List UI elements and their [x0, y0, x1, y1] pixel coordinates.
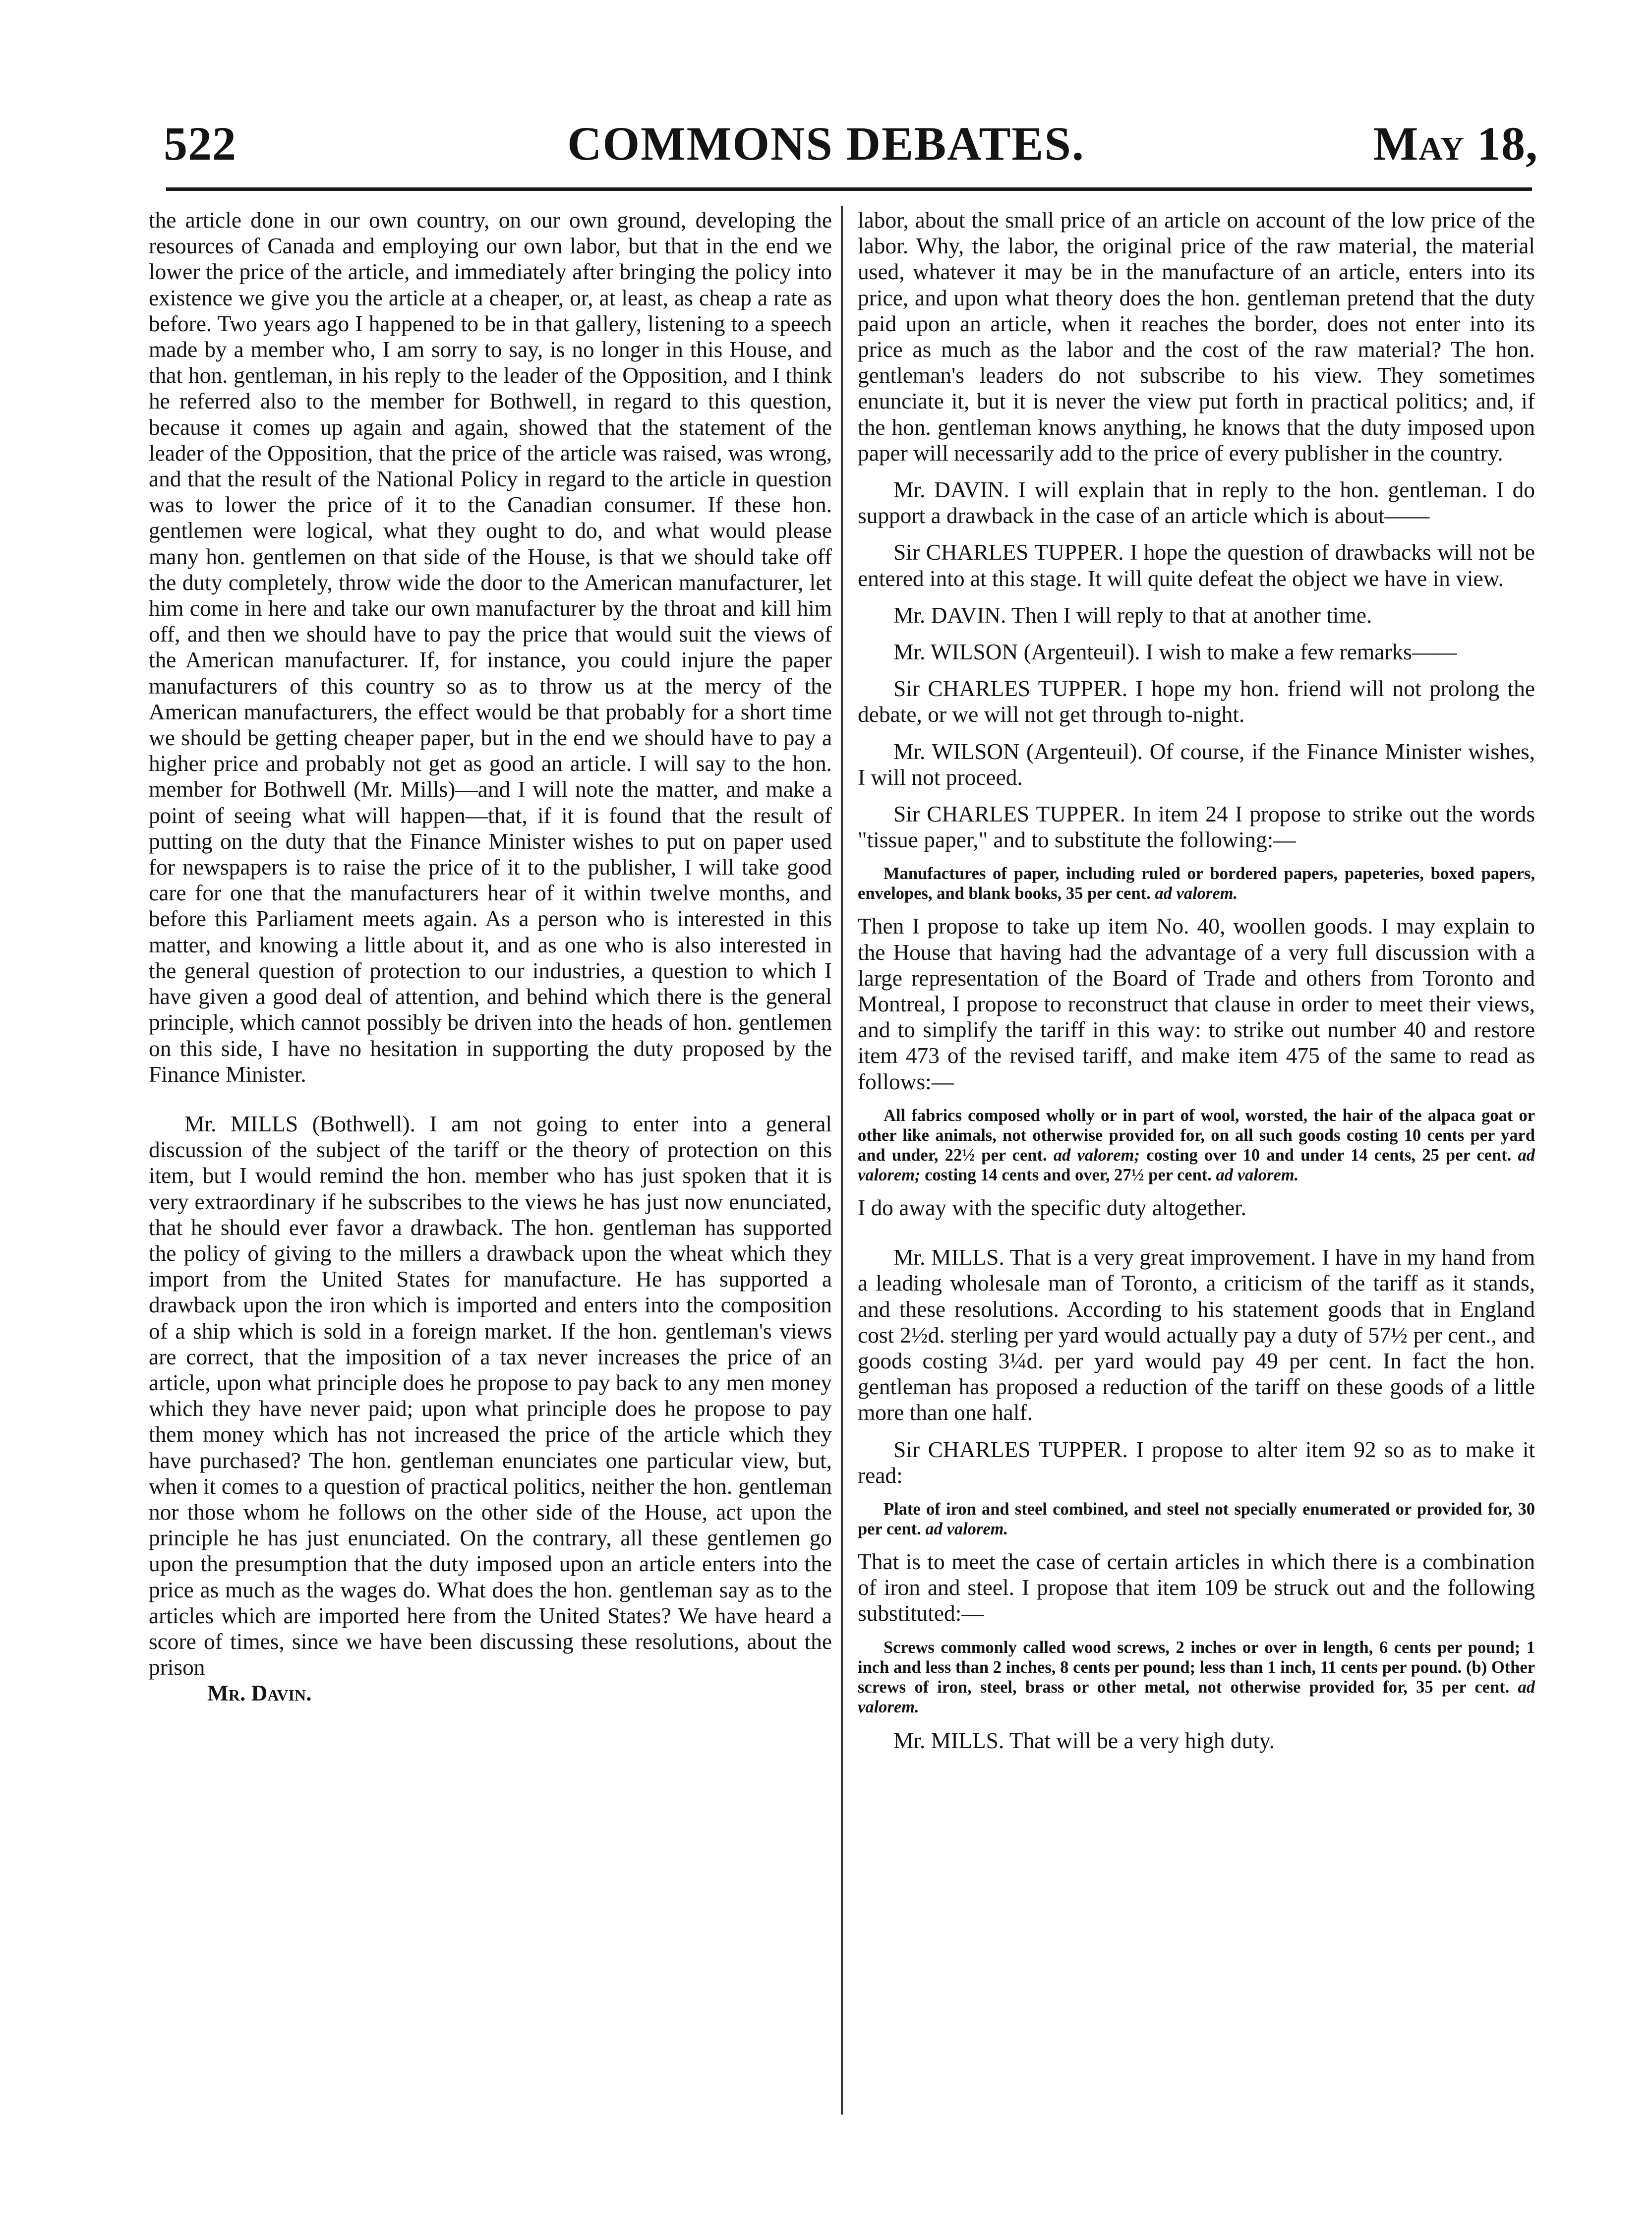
paragraph: Mr. MILLS. That will be a very high duty. [893, 1728, 1275, 1753]
paragraph: Mr. WILSON (Argenteuil). Of course, if the Finance Minister wishes, I will not proceed. [858, 739, 1535, 790]
paragraph: Sir CHARLES TUPPER. I hope my hon. friend will not prolong the debate, or we will not get through to-night. [858, 676, 1535, 727]
paragraph: Then I propose to take up item No. 40, woollen goods. I may explain to the House that having had the advantage of a very full discussion with a large representation of the Board of Trade and others from Toronto and Montreal, I propose to reconstruct that clause in order to meet their views, and to simplify the tariff in this way: to strike out number 40 and restore item 473 of the revised tariff, and make item 475 of the same to read as follows:— [858, 914, 1535, 1094]
paragraph: Mr. DAVIN. I will explain that in reply to the hon. gentleman. I do support a drawback in the case of an article which is about—— [858, 477, 1535, 529]
tariff-quote: Manufactures of paper, including ruled or bordered papers, papeteries, boxed papers, envelopes, and blank books, 35 per cent. ad valorem. [858, 864, 1535, 903]
paragraph: the article done in our own country, on our own ground, developing the resources of Canada and employing our own labor, but that in the end we lower the price of the article, and immediately after bringing the policy into existence we give you the article at a cheaper, or, at least, as cheap a rate as before. Two years ago I happened to be in that gallery, listening to a speech made by a member who, I am sorry to say, is no longer in this House, and that hon. gentleman, in his reply to the leader of the Opposition, and I think he referred also to the member for Bothwell, in regard to this question, because it comes up again and again, showed that the statement of the leader of the Opposition, that the price of the article was raised, was wrong, and that the result of the National Policy in regard to the article in question was to lower the price of it to the Canadian consumer. If these hon. gentlemen were logical, what they ought to do, and what would please many hon. gentlemen on that side of the House, is that we should take off the duty completely, throw wide the door to the American manufacturer, let him come in here and take our own manufacturer by the throat and kill him off, and then we should have to pay the price that would suit the views of the American manufacturer. If, for instance, you could injure the paper manufacturers of this country so as to throw us at the mercy of the American manufacturers, the effect would be that probably for a short time we should be getting cheaper paper, but in the end we should have to pay a higher price and probably not get as good an article. I will say to the hon. member for Bothwell (Mr. Mills)—and I will note the matter, and make a point of seeing what will happen—that, if it is found that the result of putting on the duty that the Finance Minister wishes to put on paper used for newspapers is to raise the price of it to the publisher, I will take good care for one that the manufacturers hear of it within twelve months, and before this Parliament meets again. As a person who is interested in this matter, and knowing a little about it, and as one who is also interested in the general question of protection to our industries, a question to which I have given a good deal of attention, and behind which there is the general principle, which cannot possibly be driven into the heads of hon. gentlemen on this side, I have no hesitation in supporting the duty proposed by the Finance Minister. [149, 208, 832, 1087]
header-rule [166, 187, 1532, 191]
paragraph: I do away with the specific duty altogether. [858, 1195, 1247, 1220]
paragraph: Sir CHARLES TUPPER. I propose to alter item 92 so as to make it read: [858, 1437, 1535, 1488]
paragraph: Mr. DAVIN. Then I will reply to that at another time. [893, 602, 1372, 628]
page-date: May 18, [1373, 117, 1538, 170]
paragraph: That is to meet the case of certain articles in which there is a combination of iron and steel. I propose that item 109 be struck out and the following substituted:— [858, 1549, 1535, 1626]
tariff-quote: Screws commonly called wood screws, 2 inches or over in length, 6 cents per pound; 1 inch and less than 2 inches, 8 cents per pound; less than 1 inch, 11 cents per pound. (b) Other screws of iron, steel, brass or other metal, not otherwise provided for, 35 per cent. ad valorem. [858, 1638, 1535, 1716]
paragraph: Mr. MILLS. That is a very great improvement. I have in my hand from a leading wholesale man of Toronto, a criticism of the tariff as it stands, and these resolutions. According to his statement goods that in England cost 2½d. sterling per yard would actually pay a duty of 57½ per cent., and goods costing 3¼d. per yard would pay 49 per cent. In fact the hon. gentleman has proposed a reduction of the tariff on these goods of a little more than one half. [858, 1245, 1535, 1425]
tariff-quote: All fabrics composed wholly or in part of wool, worsted, the hair of the alpaca goat or other like animals, not otherwise provided for, on all such goods costing 10 cents per yard and under, 22½ per cent. ad valorem; costing over 10 and under 14 cents, 25 per cent. ad valorem; costing 14 cents and over, 27½ per cent. ad valorem. [858, 1106, 1535, 1184]
left-column [149, 207, 832, 1707]
page-title: COMMONS DEBATES. [567, 117, 1085, 170]
tariff-quote: Plate of iron and steel combined, and steel not specially enumerated or provided for, 30 per cent. ad valorem. [858, 1499, 1535, 1538]
page-number: 522 [164, 117, 236, 170]
column-divider [841, 206, 843, 2115]
paragraph: Mr. MILLS (Bothwell). I am not going to enter into a general discussion of the subject of the tariff or the theory of protection on this item, but I would remind the hon. member who has just spoken that it is very extraordinary if he subscribes to the views he has just now enunciated, that he should ever favor a drawback. The hon. gentleman has supported the policy of giving to the millers a drawback upon the wheat which they import from the United States for manufacture. He has supported a drawback upon the iron which is imported and enters into the composition of a ship which is sold in a foreign market. If the hon. gentleman's views are correct, that the imposition of a tax never increases the price of an article, upon what principle does he propose to pay back to any men money which they have never paid; upon what principle does he propose to pay them money which has not increased the price of the article which they have purchased? The hon. gentleman enunciates one particular view, but, when it comes to a question of practical politics, neither the hon. gentleman nor those whom he follows on the other side of the House, act upon the principle he has just enunciated. On the contrary, all these gentlemen go upon the presumption that the duty imposed upon an article enters into the price as much as the wages do. What does the hon. gentleman say as to the articles which are imported here from the United States? We have heard a score of times, since we have been discussing these resolutions, about the prison [149, 1111, 832, 1680]
paragraph: Sir CHARLES TUPPER. I hope the question of drawbacks will not be entered into at this stage. It will quite defeat the object we have in view. [858, 540, 1535, 591]
paragraph: Sir CHARLES TUPPER. In item 24 I propose to strike out the words "tissue paper," and to substitute the following:— [858, 802, 1535, 853]
running-footer: Mr. Davin. [207, 1681, 312, 1706]
paragraph: labor, about the small price of an article on account of the low price of the labor. Why, the labor, the original price of the raw material, the material used, whatever it may be in the manufacture of an article, enters into its price, and upon what theory does the hon. gentleman pretend that the duty paid upon an article, when it reaches the border, does not enter into its price as much as the labor and the cost of the raw material? The hon. gentleman's leaders do not subscribe to his view. They sometimes enunciate it, but it is never the view put forth in practical politics; and, if the hon. gentleman knows anything, he knows that the duty imposed upon paper will necessarily add to the price of every publisher in the country. [858, 208, 1535, 466]
paragraph: Mr. WILSON (Argenteuil). I wish to make a few remarks—— [893, 640, 1457, 665]
right-column [858, 207, 1535, 1754]
